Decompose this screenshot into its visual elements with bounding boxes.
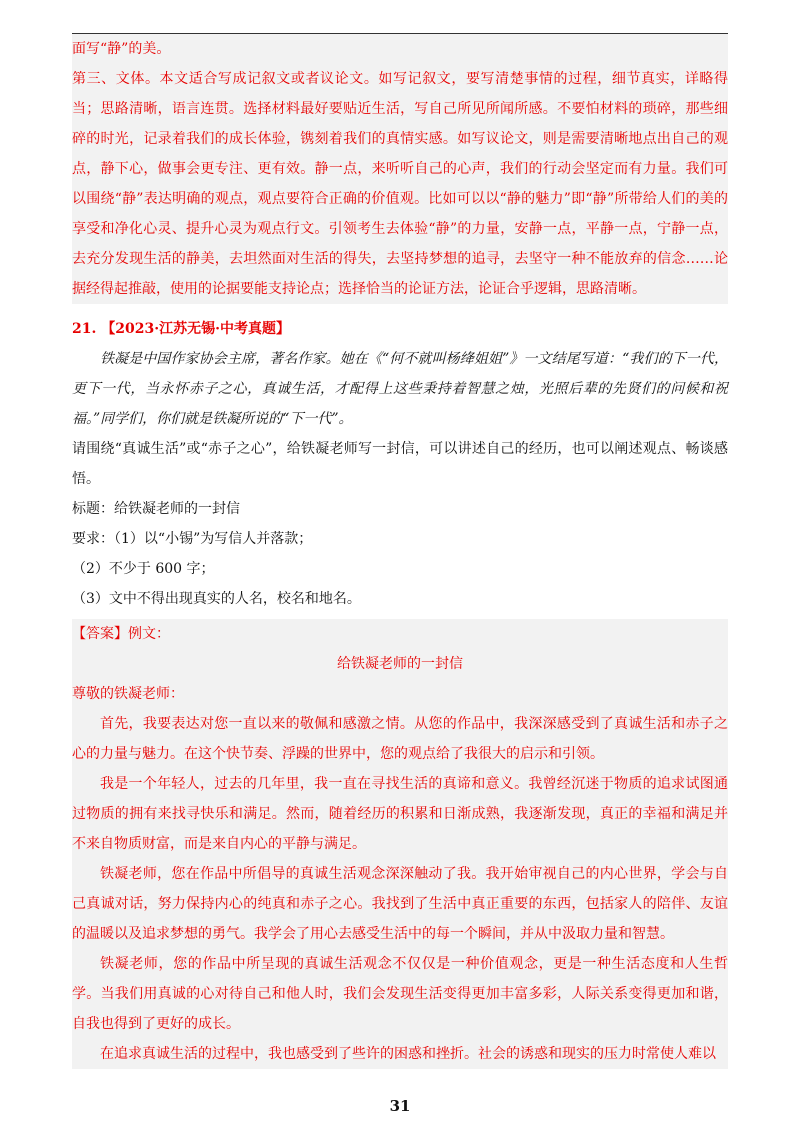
answer-label-suffix: 例文： <box>128 626 170 642</box>
question-title-line: 标题：给铁凝老师的一封信 <box>72 501 240 517</box>
letter-greeting: 尊敬的铁凝老师： <box>72 686 184 702</box>
answer-label: 【答案】 <box>72 626 128 642</box>
question-area <box>72 314 728 614</box>
requirement-3: （3）文中不得出现真实的人名，校名和地名。 <box>72 591 361 607</box>
letter-paragraph: 铁凝老师，您在作品中所倡导的真诚生活观念深深触动了我。我开始审视自己的内心世界，学会与自己真诚对话，努力保持内心的纯真和赤子之心。我找到了生活中真正重要的东西，包括家人的陪伴、友谊的温暖以及追求梦想的勇气。我学会了用心去感受生活中的每一个瞬间，并从中汲取力量和智慧。 <box>72 866 728 942</box>
letter-paragraph: 铁凝老师，您的作品中所呈现的真诚生活观念不仅仅是一种价值观念，更是一种生活态度和人生哲学。当我们用真诚的心对待自己和他人时，我们会发现生活变得更加丰富多彩，人际关系变得更加和谐，自我也得到了更好的成长。 <box>72 956 728 1032</box>
answer-block <box>72 619 728 1069</box>
analysis-paragraph: 第三、文体。本文适合写成记叙文或者议论文。如写记叙文，要写清楚事情的过程，细节真实，详略得当；思路清晰，语言连贯。选择材料最好要贴近生活，写自己所见所闻所感。不要怕材料的琐碎，那些细碎的时光，记录着我们的成长体验，镌刻着我们的真情实感。如写议论文，则是需要清晰地点出自己的观点，静下心，做事会更专注、更有效。静一点，来听听自己的心声，我们的行动会坚定而有力量。我们可以围绕“静”表达明确的观点，观点要符合正确的价值观。比如可以以“静的魅力”即“静”所带给人们的美的享受和净化心灵、提升心灵为观点行文。引领考生去体验“静”的力量，安静一点，平静一点，宁静一点，去充分发现生活的静美，去坦然面对生活的得失，去坚持梦想的追寻，去坚守一种不能放弃的信念……论据经得起推敲，使用的论据要能支持论点；选择恰当的论证方法，论证合乎逻辑，思路清晰。 <box>72 71 728 297</box>
answer-label-line <box>72 619 728 649</box>
letter-paragraph: 在追求真诚生活的过程中，我也感受到了些许的困惑和挫折。社会的诱惑和现实的压力时常使人难以 <box>100 1046 716 1062</box>
requirement-2: （2）不少于 600 字； <box>72 561 215 577</box>
letter-paragraph: 我是一个年轻人，过去的几年里，我一直在寻找生活的真谛和意义。我曾经沉迷于物质的追求试图通过物质的拥有来找寻快乐和满足。然而，随着经历的积累和日渐成熟，我逐渐发现，真正的幸福和满足并不来自物质财富，而是来自内心的平静与满足。 <box>72 776 728 852</box>
requirement-1: 要求：（1）以“小锡”为写信人并落款； <box>72 531 313 547</box>
question-prompt: 请围绕“真诚生活”或“赤子之心”，给铁凝老师写一封信，可以讲述自己的经历，也可以阐述观点、畅谈感悟。 <box>72 441 728 487</box>
analysis-line-1: 面写“静”的美。 <box>72 41 171 57</box>
question-passage: 铁凝是中国作家协会主席，著名作家。她在《“何不就叫杨绛姐姐”》一文结尾写道：“我们的下一代，更下一代，当永怀赤子之心，真诚生活，才配得上这些秉持着智慧之烛，光照后辈的先贤们的问候和祝福。”同学们，你们就是铁凝所说的“下一代”。 <box>72 351 728 427</box>
page-number: 31 <box>389 1097 411 1115</box>
letter-paragraph: 首先，我要表达对您一直以来的敬佩和感激之情。从您的作品中，我深深感受到了真诚生活和赤子之心的力量与魅力。在这个快节奏、浮躁的世界中，您的观点给了我很大的启示和引领。 <box>72 716 728 762</box>
question-title: 21. 【2023·江苏无锡·中考真题】 <box>72 321 290 337</box>
analysis-block <box>72 34 728 304</box>
letter-title: 给铁凝老师的一封信 <box>337 656 463 672</box>
